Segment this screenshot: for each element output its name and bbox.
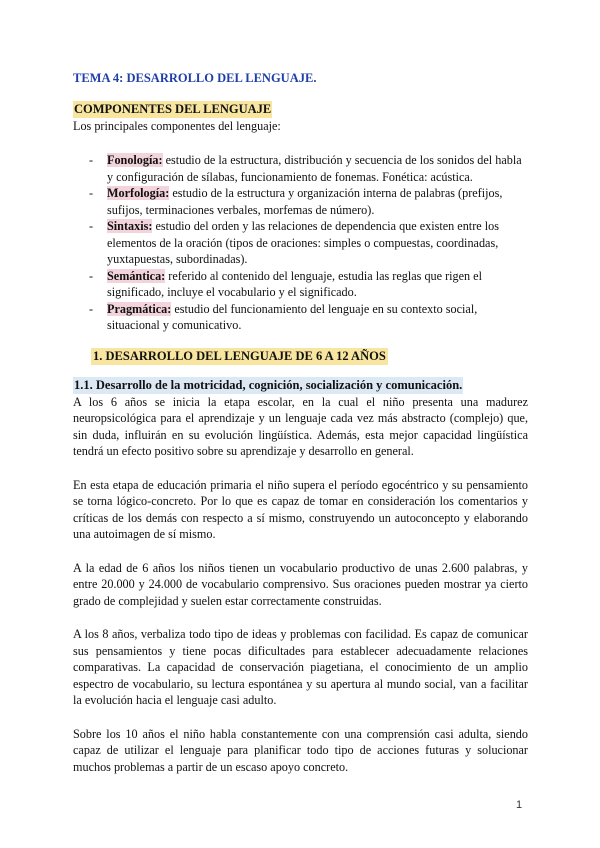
paragraph: En esta etapa de educación primaria el niño supera el período egocéntrico y su pensamiento se torna lógico-concreto. Por lo que es capaz de tomar en consideración los comentarios y críticas de los demás con respecto a sí mismo, construyendo un autoconcepto y elaborando una autoimagen de sí mismo. <box>73 477 528 541</box>
term-description: estudio de la estructura, distribución y secuencia de los sonidos del habla y configuración de sílabas, funcionamiento de fonemas. Fonética: acústica. <box>107 153 522 184</box>
term-description: referido al contenido del lenguaje, estudia las reglas que rigen el significado, incluye el vocabulario y el significado. <box>107 268 482 299</box>
dash-bullet: - <box>89 301 94 316</box>
components-heading-wrap <box>73 101 528 118</box>
section1-heading: 1. DESARROLLO DEL LENGUAJE DE 6 A 12 AÑOS <box>93 348 386 363</box>
section1-heading-wrap <box>73 348 528 365</box>
page-number: 1 <box>516 799 523 811</box>
paragraph: A la edad de 6 años los niños tienen un vocabulario productivo de unas 2.600 palabras, y entre 20.000 y 24.000 de vocabulario comprensivo. Sus oraciones pueden mostrar ya cierto grado de complejidad y suelen estar correctamente construidas. <box>73 560 528 608</box>
list-item <box>85 218 528 268</box>
dash-bullet: - <box>89 219 94 233</box>
term-description: estudio de la estructura y organización interna de palabras (prefijos, sufijos, terminaciones verbales, morfemas de número). <box>107 186 503 217</box>
list-item <box>85 185 528 218</box>
paragraph: Sobre los 10 años el niño habla constantemente con una comprensión casi adulta, siendo capaz de utilizar el lenguaje para planificar todo tipo de acciones futuras y solucionar muchos problemas a partir de un escaso apoyo concreto. <box>73 726 528 774</box>
components-intro: Los principales componentes del lenguaje: <box>73 118 281 133</box>
list-item <box>85 268 528 301</box>
page-content <box>73 70 528 792</box>
components-list <box>73 152 528 334</box>
document-title: TEMA 4: DESARROLLO DEL LENGUAJE. <box>73 71 317 85</box>
dash-bullet: - <box>89 268 94 283</box>
dash-bullet: - <box>89 153 94 167</box>
components-heading: COMPONENTES DEL LENGUAJE <box>74 101 272 116</box>
term-label: Sintaxis: <box>107 219 153 233</box>
term-description: estudio del funcionamiento del lenguaje en su contexto social, situacional y comunicativo. <box>107 301 478 332</box>
subsection-heading-wrap <box>73 377 528 394</box>
dash-bullet: - <box>89 186 94 200</box>
list-item <box>85 301 528 334</box>
term-label: Fonología: <box>107 153 163 167</box>
subsection-heading: 1.1. Desarrollo de la motricidad, cognición, socialización y comunicación. <box>74 377 463 392</box>
paragraph: A los 8 años, verbaliza todo tipo de ideas y problemas con facilidad. Es capaz de comunicar sus pensamientos y tiene pocas dificultades para establecer adecuadamente relaciones comparativas. La capacidad de conservación piagetiana, el conocimiento de un amplio espectro de vocabulario, su lectura espontánea y su apertura al mundo social, van a facilitar la evolución hacia el lenguaje casi adulto. <box>73 627 528 707</box>
term-label: Pragmática: <box>107 301 172 316</box>
paragraph: A los 6 años se inicia la etapa escolar, en la cual el niño presenta una madurez neuropsicológica para el aprendizaje y un lenguaje cada vez más abstracto (complejo) que, sin duda, influirán en su evolución lingüística. Además, esta mejor capacidad lingüística tendrá un efecto positivo sobre su aprendizaje y desarrollo en general. <box>73 394 528 458</box>
list-item <box>85 152 528 185</box>
term-description: estudio del orden y las relaciones de dependencia que existen entre los elementos de la oración (tipos de oraciones: simples o compuestas, coordinadas, yuxtapuestas, subordinadas). <box>107 219 499 266</box>
term-label: Morfología: <box>107 186 170 200</box>
term-label: Semántica: <box>107 268 166 283</box>
